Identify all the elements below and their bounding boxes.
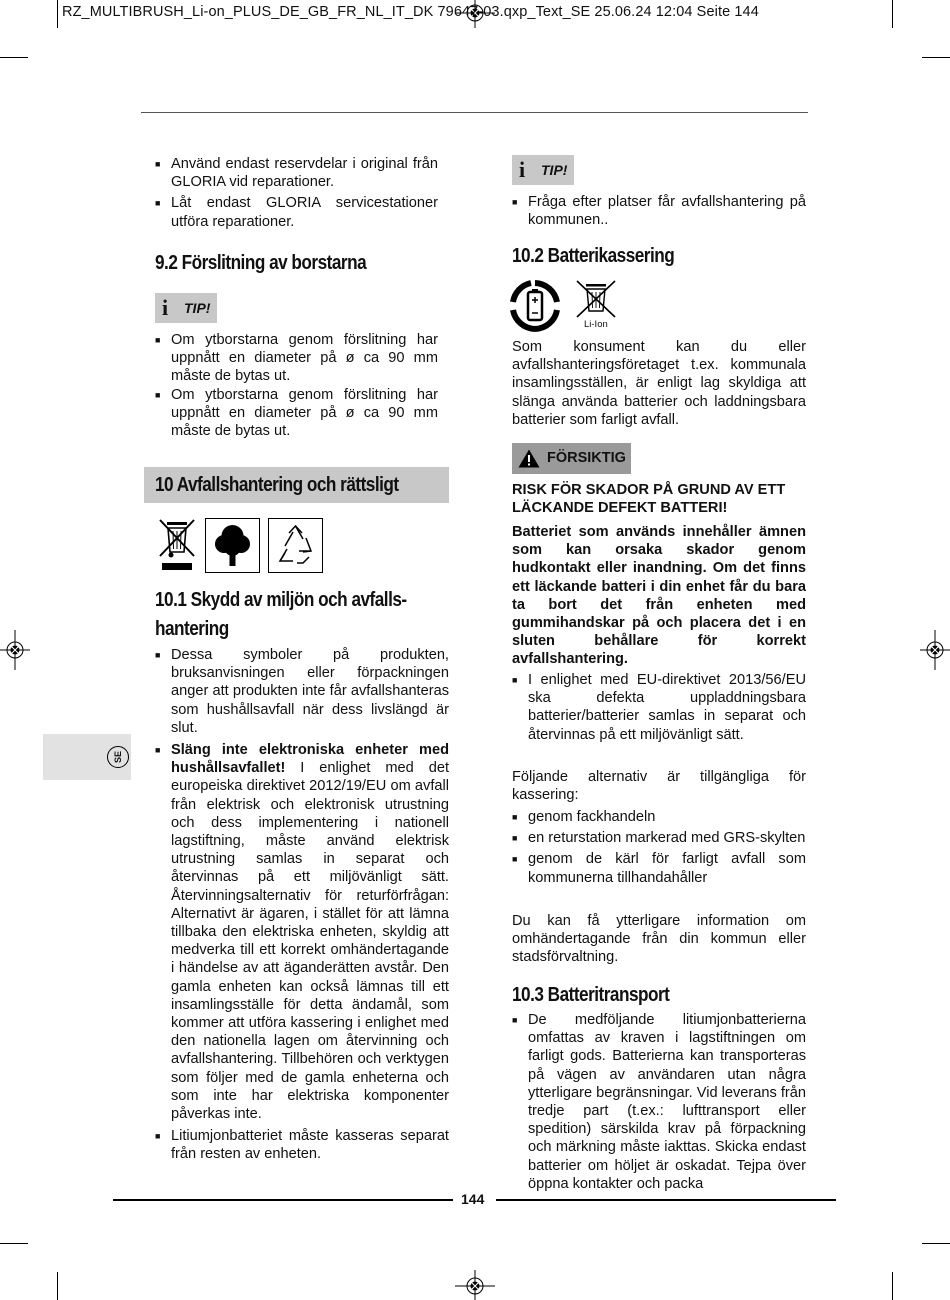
section-10-2-paragraph: Som konsument kan du eller avfallshanteringsföretaget t.ex. kommunala insamlingsställen, är enligt lag skyldiga att slänga använda batterier och laddningsbara batterier som farligt avfall. [512,339,806,428]
recycle-symbol-box [268,518,323,573]
crop-mark [0,57,28,58]
crop-mark [922,1243,950,1244]
caution-box [512,443,631,474]
footer-rule-left [113,1199,453,1201]
list-item: ■ Om ytborstarna genom förslitning har uppnått en diameter på ø ca 90 mm måste de bytas ut. [155,386,438,441]
footer-rule-right [496,1199,836,1201]
list-item: ■ Om ytborstarna genom förslitning har uppnått en diameter på ø ca 90 mm måste de bytas ut. [155,331,438,386]
list-item: ■ Låt endast GLORIA servicestationer utföra reparationer. [155,194,438,230]
print-header: RZ_MULTIBRUSH_Li-on_PLUS_DE_GB_FR_NL_IT_DK 79647-03.qxp_Text_SE 25.06.24 12:04 Seite 144 [62,4,759,20]
tip-box [512,155,574,185]
list-item [155,741,449,1123]
alternatives-list [512,808,806,887]
section-10-1-list [155,646,449,1164]
crop-mark [57,1272,58,1300]
registration-mark-icon [455,1270,495,1300]
list-item: ■ Använd endast reservdelar i original från GLORIA vid reparationer. [155,155,438,191]
warning-triangle-icon [518,449,540,468]
section-10-3-list [512,1011,806,1193]
list-item: ■ genom fackhandeln [512,808,806,826]
list-item-text: I enlighet med det europeiska direktivet 2012/19/EU om avfall från elektrisk och elektronisk utrustning och dess implementering i nationell lagstiftning, måste använd elektrisk utrustning samlas in separat och återvinnas på ett miljövänligt sätt. Återvinningsalternativ för returförfrågan: Alternativt är ägaren, i stället för att lämna tillbaka den elektriska enheten, skyldig att medverka till ett korrekt omhändertagande i händelse av att äganderätten avstår. Den gamla enheten kan också lämnas till ett insamlingsställe för detta ändamål, som kommer att utföra kassering i enlighet med den nationella lagen om återvinning och avfallshantering. Tillbehören och verktygen som följer med de gamla enheterna och som inte har elektriska komponenter påverkas inte. [171,760,449,1123]
li-ion-label: Li-Ion [584,319,608,330]
alternatives-intro: Följande alternativ är tillgängliga för kassering: [512,769,806,804]
section-10-3-title: 10.3 Batteritransport [512,984,670,1006]
eu-directive-list [512,671,806,744]
section-10-1-title-line2: hantering [155,618,229,640]
crossed-bin-icon [574,278,618,320]
recycle-icon [269,519,322,572]
crop-mark [922,57,950,58]
list-item: ■ De medföljande litiumjonbatterierna omfattas av kraven i lagstiftningen om farligt gods. Batterierna kan transporteras på vägen av användaren utan några ytterligare begränsningar. Vid leverans från tredje part (t.ex.: lufttransport eller spedition) särskilda krav på förpackning och märkning måste iakttas. Skicka endast batterier om höljet är oskadat. Tejpa över öppna kontakter och packa [512,1011,806,1193]
crop-mark [892,0,893,28]
list-item: ■ I enlighet med EU-direktivet 2013/56/EU ska defekta uppladdningsbara batterier/batterier samlas in separat och återvinnas på ett miljövänligt sätt. [512,671,806,744]
risk-warning-text: Batteriet som används innehåller ämnen som kan orsaka skador genom hudkontakt eller inandning. Om det finns ett läckande batteri i din enhet får du bara ta bort det från enheten med gummihandskar på och placera det i en sluten behållare för korrekt avfallshantering. [512,524,806,668]
tip-box [155,293,217,323]
section-9-2-list [155,331,438,440]
crop-mark [57,0,58,28]
list-item: ■ Fråga efter platser får avfallshantering på kommunen.. [512,193,806,229]
tip-label: TIP! [541,162,568,178]
list-item-bold: Släng inte elektroniska enheter med hushållsavfallet! [171,742,449,777]
battery-recycle-icon [509,280,561,332]
language-tab [43,734,131,780]
risk-heading: RISK FÖR SKADOR PÅ GRUND AV ETT LÄCKANDE DEFEKT BATTERI! [512,482,786,517]
section-10-title: 10 Avfallshantering och rättsligt [155,474,399,496]
crop-mark [0,1243,28,1244]
list-item: ■ Dessa symboler på produkten, bruksanvisningen eller förpackningen anger att produkten inte får avfallshanteras som hushållsavfall när dess livslängd är slut. [155,646,449,737]
left-intro-list [155,155,438,231]
info-paragraph: Du kan få ytterligare information om omhändertagande från din kommun eller stadsförvaltning. [512,913,806,966]
right-tip-list [512,193,806,229]
caution-label: FÖRSIKTIG [547,450,626,466]
list-item: ■ en returstation markerad med GRS-skylten [512,829,806,847]
registration-mark-icon [0,630,30,670]
tree-icon [206,519,259,572]
section-10-banner [144,467,449,503]
top-rule [141,112,808,113]
language-tab-label: SE [112,750,123,764]
section-9-2-title: 9.2 Förslitning av borstarna [155,252,367,274]
list-item: ■ genom de kärl för farligt avfall som kommunerna tillhandahåller [512,850,806,886]
section-10-2-title: 10.2 Batterikassering [512,245,675,267]
list-item: ■ Litiumjonbatteriet måste kasseras separat från resten av enheten. [155,1127,449,1163]
info-icon: i [519,157,526,182]
page-number: 144 [461,1191,485,1207]
language-tab-circle [107,746,129,768]
crop-mark [892,1272,893,1300]
tree-symbol-box [205,518,260,573]
info-icon: i [162,295,169,320]
crossed-bin-icon [156,516,198,572]
section-10-1-title-line1: 10.1 Skydd av miljön och avfalls- [155,589,407,611]
tip-label: TIP! [184,300,211,316]
registration-mark-icon [920,630,950,670]
